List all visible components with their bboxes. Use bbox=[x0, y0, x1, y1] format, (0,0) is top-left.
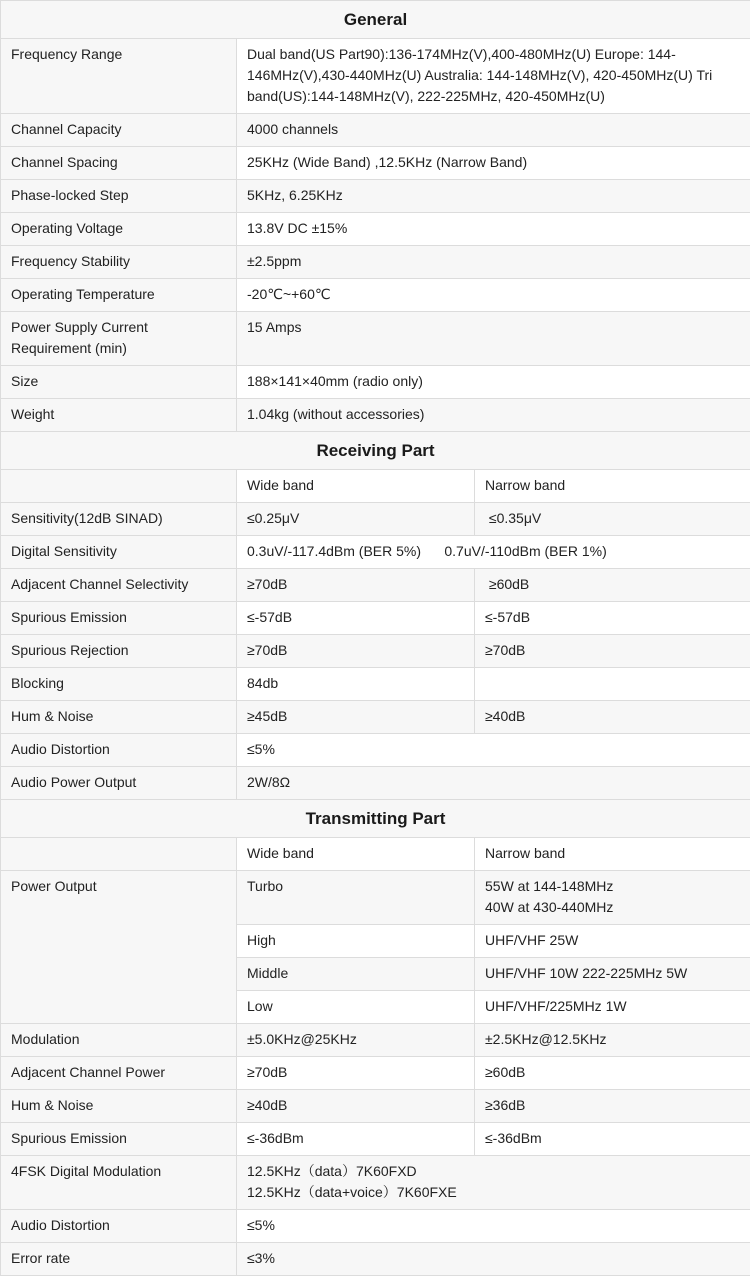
spec-value: ≤5% bbox=[237, 734, 750, 767]
wide-value: ≥70dB bbox=[237, 635, 475, 668]
wide-value: ≥70dB bbox=[237, 569, 475, 602]
spec-label: Operating Voltage bbox=[1, 213, 237, 246]
table-row bbox=[1, 399, 750, 432]
wide-value: ≤-57dB bbox=[237, 602, 475, 635]
table-row bbox=[1, 180, 750, 213]
power-value-line: 55W at 144-148MHz bbox=[485, 876, 740, 897]
spec-value bbox=[237, 536, 750, 569]
table-row bbox=[1, 701, 750, 734]
spec-label: Modulation bbox=[1, 1024, 237, 1057]
narrow-value bbox=[475, 668, 750, 701]
table-row bbox=[1, 569, 750, 602]
power-value: UHF/VHF/225MHz 1W bbox=[475, 991, 750, 1024]
spec-label: Spurious Emission bbox=[1, 602, 237, 635]
frequency-range-label: Frequency Range bbox=[1, 39, 237, 114]
header-blank bbox=[1, 838, 237, 871]
spec-label: 4FSK Digital Modulation bbox=[1, 1156, 237, 1210]
table-row bbox=[1, 213, 750, 246]
spec-value: 5KHz, 6.25KHz bbox=[237, 180, 750, 213]
narrow-value: ≥40dB bbox=[475, 701, 750, 734]
table-row bbox=[1, 1210, 750, 1243]
fsk-line: 12.5KHz（data）7K60FXD bbox=[247, 1161, 740, 1182]
spec-label: Power Supply Current Requirement (min) bbox=[1, 312, 237, 366]
power-value: UHF/VHF 10W 222-225MHz 5W bbox=[475, 958, 750, 991]
spec-value: ≤5% bbox=[237, 1210, 750, 1243]
table-row bbox=[1, 602, 750, 635]
narrow-value: ≤-36dBm bbox=[475, 1123, 750, 1156]
spec-value: 188×141×40mm (radio only) bbox=[237, 366, 750, 399]
spec-label: Sensitivity(12dB SINAD) bbox=[1, 503, 237, 536]
table-header-row bbox=[1, 470, 750, 503]
table-row bbox=[1, 39, 750, 114]
wide-value: ≥70dB bbox=[237, 1057, 475, 1090]
power-level: Turbo bbox=[237, 871, 475, 925]
narrow-value: ≥60dB bbox=[475, 569, 750, 602]
power-level: Middle bbox=[237, 958, 475, 991]
table-row bbox=[1, 635, 750, 668]
table-row bbox=[1, 536, 750, 569]
table-row bbox=[1, 246, 750, 279]
wide-band-header: Wide band bbox=[237, 838, 475, 871]
wide-value: ±5.0KHz@25KHz bbox=[237, 1024, 475, 1057]
spec-value: ≤3% bbox=[237, 1243, 750, 1276]
table-row bbox=[1, 312, 750, 366]
wide-value: ≤-36dBm bbox=[237, 1123, 475, 1156]
wide-value: ≥40dB bbox=[237, 1090, 475, 1123]
spec-label: Operating Temperature bbox=[1, 279, 237, 312]
power-level: Low bbox=[237, 991, 475, 1024]
section-title-receiving: Receiving Part bbox=[1, 432, 750, 470]
table-row bbox=[1, 871, 750, 925]
spec-value: 13.8V DC ±15% bbox=[237, 213, 750, 246]
table-row bbox=[1, 1057, 750, 1090]
spec-value: 25KHz (Wide Band) ,12.5KHz (Narrow Band) bbox=[237, 147, 750, 180]
spec-label: Blocking bbox=[1, 668, 237, 701]
spec-label: Hum & Noise bbox=[1, 1090, 237, 1123]
narrow-value: ±2.5KHz@12.5KHz bbox=[475, 1024, 750, 1057]
spec-label: Channel Capacity bbox=[1, 114, 237, 147]
spec-label: Audio Distortion bbox=[1, 1210, 237, 1243]
narrow-value: ≤-57dB bbox=[475, 602, 750, 635]
spec-label: Error rate bbox=[1, 1243, 237, 1276]
table-row bbox=[1, 1123, 750, 1156]
table-row bbox=[1, 114, 750, 147]
table-row bbox=[1, 279, 750, 312]
table-header-row bbox=[1, 838, 750, 871]
frequency-range-value: Dual band(US Part90):136-174MHz(V),400-480MHz(U) Europe: 144-146MHz(V),430-440MHz(U) Australia: 144-148MHz(V), 420-450MHz(U) Tri band(US):144-148MHz(V), 222-225MHz, 420-450MHz(U) bbox=[237, 39, 750, 114]
table-row bbox=[1, 1090, 750, 1123]
table-row bbox=[1, 734, 750, 767]
narrow-value: ≥36dB bbox=[475, 1090, 750, 1123]
section-title-transmitting: Transmitting Part bbox=[1, 800, 750, 838]
spec-label: Audio Distortion bbox=[1, 734, 237, 767]
spec-label: Frequency Stability bbox=[1, 246, 237, 279]
wide-band-header: Wide band bbox=[237, 470, 475, 503]
wide-value: ≥45dB bbox=[237, 701, 475, 734]
table-row bbox=[1, 1156, 750, 1210]
power-output-label: Power Output bbox=[1, 871, 237, 1024]
wide-value: 84db bbox=[237, 668, 475, 701]
power-value-line: 40W at 430-440MHz bbox=[485, 897, 740, 918]
spec-label: Phase-locked Step bbox=[1, 180, 237, 213]
spec-value: ±2.5ppm bbox=[237, 246, 750, 279]
wide-value: ≤0.25μV bbox=[237, 503, 475, 536]
table-row bbox=[1, 668, 750, 701]
table-row bbox=[1, 1243, 750, 1276]
spec-label: Spurious Emission bbox=[1, 1123, 237, 1156]
spec-value: -20℃~+60℃ bbox=[237, 279, 750, 312]
narrow-value: ≤0.35μV bbox=[475, 503, 750, 536]
section-title-general: General bbox=[1, 1, 750, 39]
spec-value bbox=[237, 1156, 750, 1210]
narrow-value: ≥60dB bbox=[475, 1057, 750, 1090]
spec-label: Channel Spacing bbox=[1, 147, 237, 180]
spec-label: Adjacent Channel Selectivity bbox=[1, 569, 237, 602]
spec-value: 1.04kg (without accessories) bbox=[237, 399, 750, 432]
spec-label: Audio Power Output bbox=[1, 767, 237, 800]
spec-label: Spurious Rejection bbox=[1, 635, 237, 668]
spec-value: 4000 channels bbox=[237, 114, 750, 147]
power-value bbox=[475, 871, 750, 925]
header-blank bbox=[1, 470, 237, 503]
table-row bbox=[1, 767, 750, 800]
spec-label: Adjacent Channel Power bbox=[1, 1057, 237, 1090]
narrow-band-header: Narrow band bbox=[475, 470, 750, 503]
spec-label: Digital Sensitivity bbox=[1, 536, 237, 569]
spec-label: Weight bbox=[1, 399, 237, 432]
fsk-line: 12.5KHz（data+voice）7K60FXE bbox=[247, 1182, 740, 1203]
spec-label: Size bbox=[1, 366, 237, 399]
narrow-band-header: Narrow band bbox=[475, 838, 750, 871]
digital-sensitivity-text: 0.3uV/-117.4dBm (BER 5%) 0.7uV/-110dBm (BER 1%) bbox=[247, 543, 607, 559]
table-row bbox=[1, 1024, 750, 1057]
spec-label: Hum & Noise bbox=[1, 701, 237, 734]
narrow-value: ≥70dB bbox=[475, 635, 750, 668]
power-value: UHF/VHF 25W bbox=[475, 925, 750, 958]
power-level: High bbox=[237, 925, 475, 958]
table-row bbox=[1, 147, 750, 180]
spec-value: 15 Amps bbox=[237, 312, 750, 366]
spec-value: 2W/8Ω bbox=[237, 767, 750, 800]
table-row bbox=[1, 503, 750, 536]
table-row bbox=[1, 366, 750, 399]
